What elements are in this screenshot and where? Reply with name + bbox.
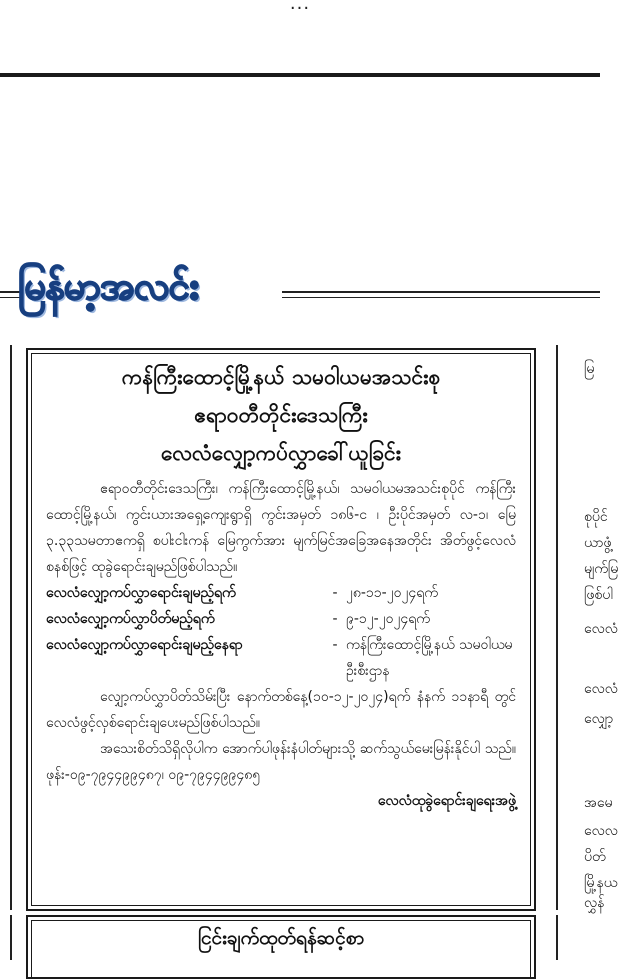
right-column-fragment: ယာဖွံ့: [584, 535, 612, 551]
right-column-fragment: အမေ: [584, 795, 613, 811]
notice-signature: လေလံထုခွဲရောင်းချရေးအဖွဲ့: [377, 793, 516, 809]
schedule-value: ၉-၁၂-၂၀၂၄ရက်: [346, 611, 430, 627]
notice-contact-paragraph: အသေးစိတ်သိရှိလိုပါက အောက်ပါဖုန်းနံပါတ်များသို့ ဆက်သွယ်မေးမြန်းနိုင်ပါ သည်။ ဖုန်း-၀၉-၇၉၄၄၉၉၄၈၇၊ ၀၉-၇၉၄၄၉၉၄၈၅: [46, 741, 516, 783]
notice-title-line: ဧရာဝတီတိုင်းဒေသကြီး: [194, 403, 368, 427]
right-column-fragment: မြ: [584, 361, 595, 377]
right-column-fragment: စုပိုင်: [584, 509, 608, 525]
next-notice-box: [26, 915, 536, 979]
notice-closing-paragraph: လျှော့ကပ်လွှာပိတ်သိမ်းပြီး နောက်တစ်နေ့(၁၀-၁၂-၂၀၂၄)ရက် နံနက် ၁၁နာရီ တွင် လေလံဖွင့်လှစ်ရောင်းချပေးမည်ဖြစ်ပါသည်။: [46, 689, 516, 731]
auction-notice-box: [26, 348, 536, 911]
right-column-cropped: [556, 345, 618, 911]
masthead-rule-right-thin: [282, 297, 600, 298]
auction-notice-inner-border: [31, 353, 531, 906]
masthead-rule-right: [282, 291, 600, 293]
right-column-fragment: ဖြစ်ပါ: [584, 587, 613, 603]
right-column-fragment: လျှော့: [584, 711, 614, 727]
schedule-separator: -: [332, 611, 338, 627]
right-column-fragment: လွှန်: [584, 895, 605, 911]
right-column-fragment: လေလံ: [584, 621, 618, 637]
left-column-edge: [0, 345, 12, 910]
notice-title-line: ကန်ကြီးထောင့်မြို့နယ် သမဝါယမအသင်းစု: [121, 365, 441, 389]
right-column-fragment: မျက်မြ: [584, 561, 618, 577]
schedule-row: [46, 606, 516, 632]
schedule-separator: -: [332, 637, 338, 653]
notice-title-line: လေလံလျှော့ကပ်လွှာခေါ်ယူခြင်း: [160, 441, 402, 465]
schedule-value: ၂၈-၁၁-၂၀၂၄ရက်: [346, 585, 438, 601]
schedule-label: လေလံလျှော့ကပ်လွှာပိတ်မည့်ရက်: [46, 611, 215, 627]
newspaper-masthead: [18, 252, 286, 328]
schedule-label: လေလံလျှော့ကပ်လွှာရောင်းချမည့်ရက်: [46, 585, 236, 601]
left-column-edge-lower: [0, 915, 12, 960]
next-notice-inner-border: [31, 920, 531, 977]
schedule-row: [46, 580, 516, 606]
schedule-separator: -: [332, 585, 338, 601]
schedule-row: [46, 632, 516, 684]
right-column-fragment: လေလ: [584, 823, 618, 839]
right-column-edge-lower: [556, 915, 602, 960]
right-column-fragment: မြို့နယ: [584, 875, 618, 891]
masthead-title: မြန်မာ့အလင်း: [18, 264, 199, 308]
next-notice-title: ငြင်းချက်ထုတ်ရန်ဆင့်စာ: [197, 927, 365, 949]
notice-title: [32, 358, 530, 472]
notice-intro-paragraph: ဧရာဝတီတိုင်းဒေသကြီး၊ ကန်ကြီးထောင့်မြို့နယ်၊ သမဝါယမအသင်းစုပိုင် ကန်ကြီးထောင့်မြို့နယ်၊ ကွင်းယားအရှေ့ကျေးရွာရှိ ကွင်းအမှတ် ၁၈၆-င ၊ ဦးပိုင်အမှတ် လ-၁၊ မြေ ၃.၃၃သမတာဧကရှိ စပါးငါးကန် မြေကွက်အား မျက်မြင်အခြေအနေအတိုင်း အိတ်ဖွင့်လေလံစနစ်ဖြင့် ထုခွဲရောင်းချမည်ဖြစ်ပါသည်။: [46, 481, 516, 575]
schedule-label: လေလံလျှော့ကပ်လွှာရောင်းချမည့်နေရာ: [46, 637, 243, 653]
more-options-icon[interactable]: ···: [289, 0, 311, 19]
top-divider: [0, 73, 600, 77]
notice-body: [32, 472, 530, 814]
right-column-fragment: ပိတ်: [584, 849, 606, 865]
schedule-value: ကန်ကြီးထောင့်မြို့နယ် သမဝါယမဦးစီးဌာန: [346, 637, 513, 679]
right-column-fragment: လေလံ: [584, 681, 618, 697]
